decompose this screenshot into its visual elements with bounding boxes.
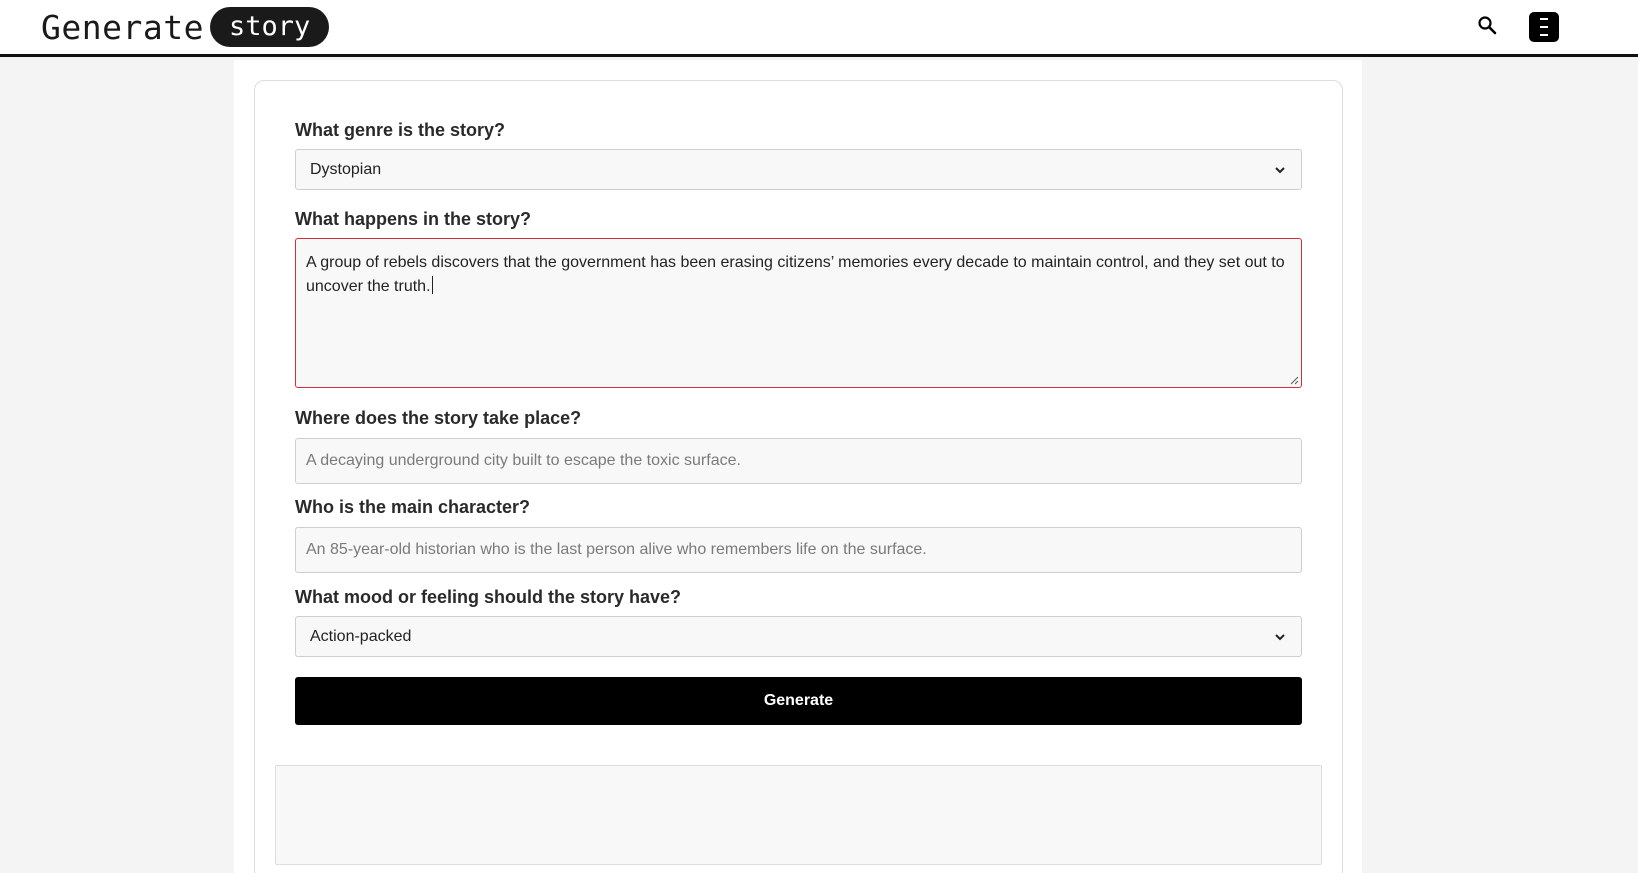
genre-select-value: Dystopian <box>310 160 382 178</box>
mood-select[interactable] <box>295 616 1302 657</box>
genre-select[interactable] <box>295 149 1302 190</box>
menu-button[interactable] <box>1529 12 1559 42</box>
top-bar <box>0 0 1638 57</box>
logo-word: Generate <box>41 7 204 47</box>
mood-label: What mood or feeling should the story have? <box>295 587 682 607</box>
site-logo[interactable] <box>41 6 329 48</box>
generate-button[interactable]: Generate <box>295 677 1302 725</box>
mood-select-value: Action-packed <box>310 627 412 645</box>
plot-textarea[interactable] <box>295 238 1302 388</box>
setting-placeholder: A decaying underground city built to escape the toxic surface. <box>306 452 741 469</box>
plot-text: A group of rebels discovers that the government has been erasing citizens’ memories every decade to maintain control, and they set out to uncover the truth. <box>306 254 1285 295</box>
story-output <box>275 765 1322 865</box>
chevron-down-icon <box>1273 163 1287 177</box>
chevron-down-icon <box>1273 630 1287 644</box>
character-label: Who is the main character? <box>295 497 531 517</box>
menu-icon <box>1540 18 1548 20</box>
resize-grip-icon[interactable] <box>1289 375 1299 385</box>
character-input[interactable] <box>295 527 1302 573</box>
logo-pill: story <box>210 7 329 47</box>
search-button[interactable] <box>1474 12 1500 38</box>
search-icon <box>1477 15 1497 35</box>
genre-label: What genre is the story? <box>295 120 506 140</box>
setting-input[interactable] <box>295 438 1302 484</box>
setting-label: Where does the story take place? <box>295 408 582 428</box>
text-caret <box>432 276 433 294</box>
plot-label: What happens in the story? <box>295 209 532 229</box>
character-placeholder: An 85-year-old historian who is the last person alive who remembers life on the surface. <box>306 541 927 558</box>
